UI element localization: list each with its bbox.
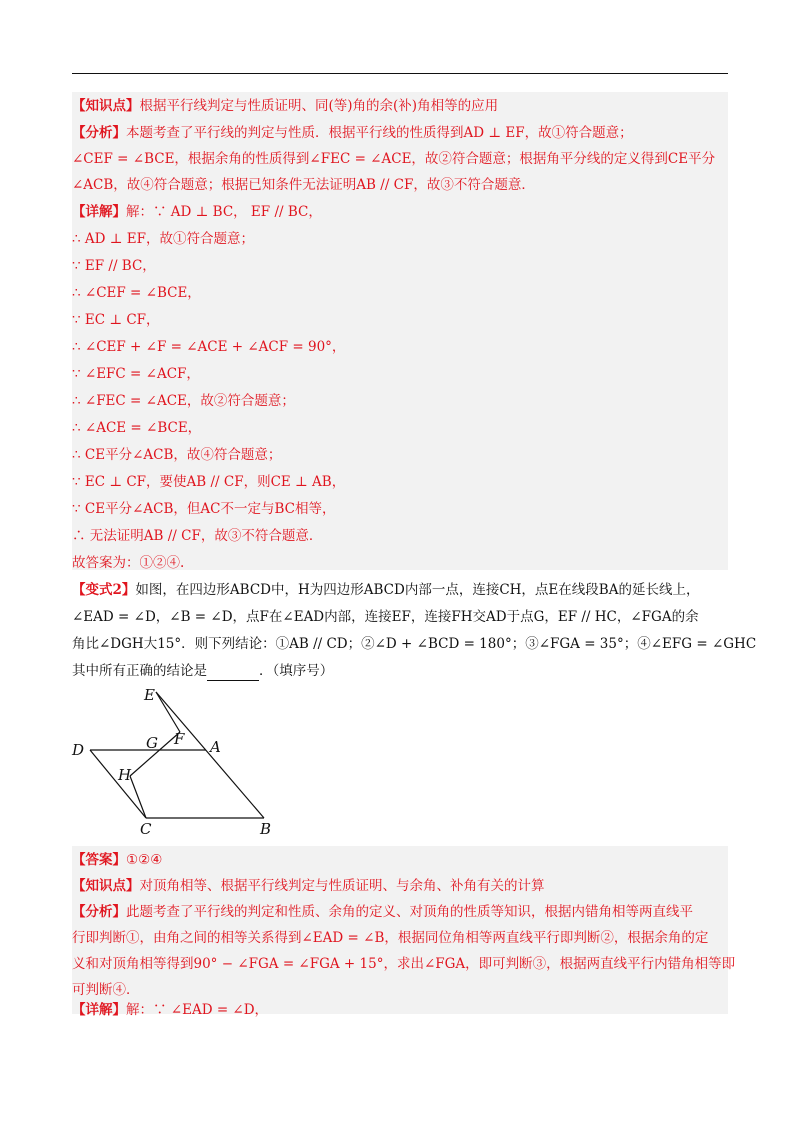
- label-F: F: [174, 730, 185, 748]
- detail2-line-1: 【详解】解：∵ ∠EAD = ∠D，: [72, 1002, 269, 1018]
- segment-DC: [90, 750, 146, 818]
- label-G: G: [146, 734, 158, 752]
- analysis2-line-3: 义和对顶角相等得到90° − ∠FGA = ∠FGA + 15°，求出∠FGA，即可判断③，根据两直线平行内错角相等即: [72, 956, 736, 972]
- detail-line-8: ∴ ∠FEC = ∠ACE，故②符合题意；: [72, 393, 295, 409]
- label-C: C: [140, 820, 152, 838]
- label-H: H: [118, 766, 132, 784]
- detail-line-11: ∵ EC ⊥ CF，要使AB // CF，则CE ⊥ AB，: [72, 474, 346, 490]
- analysis-line-3: ∠ACB，故④符合题意；根据已知条件无法证明AB // CF，故③不符合题意．: [72, 177, 535, 193]
- detail-line-10: ∴ CE平分∠ACB，故④符合题意；: [72, 447, 282, 463]
- variant-line-2: ∠EAD = ∠D，∠B = ∠D，点F在∠EAD内部，连接EF，连接FH交AD于点G，EF // HC，∠FGA的余: [72, 609, 699, 625]
- detail-line-7: ∵ ∠EFC = ∠ACF，: [72, 366, 200, 382]
- label-E: E: [144, 686, 155, 704]
- detail-line-3: ∵ EF // BC，: [72, 258, 156, 274]
- detail-line-5: ∵ EC ⊥ CF，: [72, 312, 160, 328]
- answer-line-1: 故答案为：①②④.: [72, 555, 185, 571]
- detail-line-4: ∴ ∠CEF = ∠BCE，: [72, 285, 201, 301]
- detail-line-12: ∵ CE平分∠ACB，但AC不一定与BC相等，: [72, 501, 336, 517]
- variant-line-4: 其中所有正确的结论是 ．（填序号）: [72, 663, 334, 679]
- detail-line-9: ∴ ∠ACE = ∠BCE，: [72, 420, 202, 436]
- detail-line-1: 【详解】解：∵ AD ⊥ BC， EF // BC，: [72, 204, 322, 220]
- header-rule: [72, 73, 728, 74]
- detail-line-2: ∴ AD ⊥ EF，故①符合题意；: [72, 231, 254, 247]
- label-B: B: [260, 820, 272, 838]
- analysis-line-1: 【分析】本题考查了平行线的判定与性质．根据平行线的性质得到AD ⊥ EF，故①符合题意；: [72, 125, 633, 141]
- answer-blank[interactable]: [207, 666, 259, 681]
- detail-line-6: ∴ ∠CEF + ∠F = ∠ACE + ∠ACF = 90°，: [72, 339, 346, 355]
- geometry-figure: [70, 688, 290, 838]
- label-A: A: [210, 738, 221, 756]
- segment-EF: [156, 692, 180, 732]
- analysis2-line-1: 【分析】此题考查了平行线的判定和性质、余角的定义、对顶角的性质等知识，根据内错角相等两直线平: [72, 904, 693, 920]
- analysis2-line-2: 行即判断①，由角之间的相等关系得到∠EAD = ∠B，根据同位角相等两直线平行即判断②，根据余角的定: [72, 930, 709, 946]
- answer-line-2: 【答案】①②④: [72, 852, 163, 868]
- detail-line-13: ∴ 无法证明AB // CF，故③不符合题意．: [72, 528, 323, 544]
- analysis-line-2: ∠CEF = ∠BCE，根据余角的性质得到∠FEC = ∠ACE，故②符合题意；根据角平分线的定义得到CE平分: [72, 151, 716, 167]
- analysis2-line-4: 可判断④．: [72, 982, 140, 998]
- knowledge-point-1: 【知识点】根据平行线判定与性质证明、同(等)角的余(补)角相等的应用: [72, 98, 499, 114]
- variant-line-3: 角比∠DGH大15°．则下列结论：①AB // CD；②∠D + ∠BCD = 180°；③∠FGA = 35°；④∠EFG = ∠GHC: [72, 636, 757, 652]
- variant-line-1: 【变式2】如图，在四边形ABCD中，H为四边形ABCD内部一点，连接CH，点E在线段BA的延长线上，: [72, 582, 700, 598]
- figure-svg: [70, 688, 290, 838]
- label-D: D: [72, 741, 85, 759]
- knowledge-point-2: 【知识点】对顶角相等、根据平行线判定与性质证明、与余角、补角有关的计算: [72, 878, 545, 894]
- segment-HC: [130, 776, 146, 818]
